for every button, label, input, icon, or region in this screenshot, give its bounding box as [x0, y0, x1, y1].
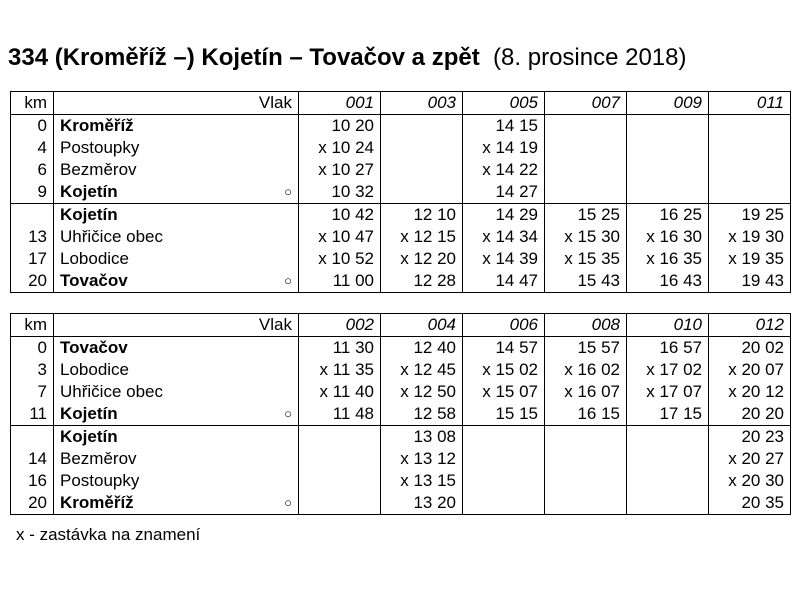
- departure-time: 19 25: [709, 204, 791, 227]
- departure-time: x 20 27: [709, 448, 791, 470]
- departure-time: x 15 02: [463, 359, 545, 381]
- departure-time: 15 25: [545, 204, 627, 227]
- departure-time: 20 20: [709, 403, 791, 426]
- departure-time: [545, 159, 627, 181]
- departure-time: [381, 115, 463, 138]
- station-name: Bezměrov: [60, 449, 137, 468]
- timetable-row: [11, 204, 791, 227]
- departure-time: [545, 426, 627, 449]
- departure-time: [381, 159, 463, 181]
- departure-time: x 14 19: [463, 137, 545, 159]
- departure-time: [627, 115, 709, 138]
- station-cell: [54, 248, 299, 270]
- train-number: 008: [545, 314, 627, 337]
- station-cell: [54, 181, 299, 204]
- departure-time: x 12 45: [381, 359, 463, 381]
- departure-time: [299, 448, 381, 470]
- train-number: 005: [463, 92, 545, 115]
- timetable-row: [11, 470, 791, 492]
- departure-time: [463, 426, 545, 449]
- timetable-row: [11, 226, 791, 248]
- departure-time: 12 10: [381, 204, 463, 227]
- km-value: 14: [11, 448, 54, 470]
- departure-time: [709, 181, 791, 204]
- departure-time: [545, 181, 627, 204]
- km-value: 9: [11, 181, 54, 204]
- station-cell: [54, 337, 299, 360]
- train-number: 009: [627, 92, 709, 115]
- timetable-row: [11, 359, 791, 381]
- station-name: Bezměrov: [60, 160, 137, 179]
- table-header-row: [11, 314, 791, 337]
- station-name: Postoupky: [60, 138, 140, 157]
- departure-time: x 10 27: [299, 159, 381, 181]
- departure-time: 10 32: [299, 181, 381, 204]
- station-cell: [54, 381, 299, 403]
- train-number: 001: [299, 92, 381, 115]
- station-name: Tovačov: [60, 271, 128, 290]
- departure-time: 12 28: [381, 270, 463, 293]
- station-cell: [54, 159, 299, 181]
- departure-time: x 16 07: [545, 381, 627, 403]
- departure-time: x 16 35: [627, 248, 709, 270]
- departure-time: x 17 02: [627, 359, 709, 381]
- ring-icon: ○: [284, 406, 292, 421]
- timetable-row: [11, 159, 791, 181]
- km-value: 6: [11, 159, 54, 181]
- departure-time: 14 27: [463, 181, 545, 204]
- ring-icon: ○: [284, 184, 292, 199]
- departure-time: x 19 30: [709, 226, 791, 248]
- departure-time: [299, 470, 381, 492]
- ring-icon: ○: [284, 273, 292, 288]
- departure-time: 14 29: [463, 204, 545, 227]
- departure-time: [463, 448, 545, 470]
- station-cell: [54, 426, 299, 449]
- station-name: Uhřičice obec: [60, 382, 163, 401]
- station-cell: [54, 470, 299, 492]
- departure-time: 10 42: [299, 204, 381, 227]
- departure-time: [545, 470, 627, 492]
- station-name: Postoupky: [60, 471, 140, 490]
- station-name: Tovačov: [60, 338, 128, 357]
- departure-time: 15 15: [463, 403, 545, 426]
- station-cell: [54, 359, 299, 381]
- timetable-row: [11, 248, 791, 270]
- km-value: [11, 426, 54, 449]
- timetable-row: [11, 492, 791, 515]
- station-cell: [54, 403, 299, 426]
- departure-time: x 12 20: [381, 248, 463, 270]
- timetable-row: [11, 448, 791, 470]
- departure-time: [545, 492, 627, 515]
- departure-time: x 11 40: [299, 381, 381, 403]
- departure-time: 14 47: [463, 270, 545, 293]
- timetable-row: [11, 115, 791, 138]
- departure-time: x 10 52: [299, 248, 381, 270]
- departure-time: x 16 30: [627, 226, 709, 248]
- ring-icon: ○: [284, 495, 292, 510]
- station-name: Kojetín: [60, 205, 118, 224]
- km-value: 0: [11, 115, 54, 138]
- station-name: Kojetín: [60, 404, 118, 423]
- train-number: 006: [463, 314, 545, 337]
- train-number: 007: [545, 92, 627, 115]
- station-name: Uhřičice obec: [60, 227, 163, 246]
- departure-time: 13 20: [381, 492, 463, 515]
- km-value: 13: [11, 226, 54, 248]
- departure-time: x 10 47: [299, 226, 381, 248]
- departure-time: 14 57: [463, 337, 545, 360]
- km-value: 17: [11, 248, 54, 270]
- departure-time: 11 30: [299, 337, 381, 360]
- departure-time: [463, 492, 545, 515]
- km-value: 4: [11, 137, 54, 159]
- station-name: Kojetín: [60, 427, 118, 446]
- train-number: 012: [709, 314, 791, 337]
- departure-time: [627, 181, 709, 204]
- station-cell: [54, 226, 299, 248]
- title-main: 334 (Kroměříž –) Kojetín – Tovačov a zpět: [8, 44, 480, 71]
- departure-time: 16 43: [627, 270, 709, 293]
- departure-time: x 12 50: [381, 381, 463, 403]
- departure-time: [545, 448, 627, 470]
- train-number: 011: [709, 92, 791, 115]
- departure-time: x 14 39: [463, 248, 545, 270]
- departure-time: x 19 35: [709, 248, 791, 270]
- departure-time: 17 15: [627, 403, 709, 426]
- table-header-row: [11, 92, 791, 115]
- departure-time: 12 40: [381, 337, 463, 360]
- departure-time: x 15 30: [545, 226, 627, 248]
- departure-time: x 20 07: [709, 359, 791, 381]
- station-name: Lobodice: [60, 360, 130, 379]
- departure-time: [709, 159, 791, 181]
- departure-time: x 12 15: [381, 226, 463, 248]
- km-value: 11: [11, 403, 54, 426]
- departure-time: [381, 137, 463, 159]
- timetable-row: [11, 381, 791, 403]
- km-header: km: [11, 92, 54, 115]
- station-cell: [54, 115, 299, 138]
- departure-time: [299, 492, 381, 515]
- station-name: Kroměříž: [60, 493, 134, 512]
- station-name: Lobodice: [60, 249, 130, 268]
- vlak-header: Vlak: [54, 92, 299, 115]
- departure-time: [709, 115, 791, 138]
- timetable-outbound: [10, 91, 791, 293]
- departure-time: [627, 470, 709, 492]
- departure-time: x 20 30: [709, 470, 791, 492]
- timetable-row: [11, 403, 791, 426]
- departure-time: 13 08: [381, 426, 463, 449]
- departure-time: [709, 137, 791, 159]
- departure-time: x 17 07: [627, 381, 709, 403]
- departure-time: x 20 12: [709, 381, 791, 403]
- timetable-row: [11, 181, 791, 204]
- departure-time: 12 58: [381, 403, 463, 426]
- departure-time: [627, 159, 709, 181]
- timetable-row: [11, 137, 791, 159]
- departure-time: x 15 35: [545, 248, 627, 270]
- timetable-row: [11, 270, 791, 293]
- departure-time: 11 48: [299, 403, 381, 426]
- departure-time: x 14 34: [463, 226, 545, 248]
- departure-time: x 13 15: [381, 470, 463, 492]
- km-value: 7: [11, 381, 54, 403]
- departure-time: [299, 426, 381, 449]
- departure-time: x 11 35: [299, 359, 381, 381]
- timetable-return: [10, 313, 791, 515]
- departure-time: [627, 492, 709, 515]
- station-cell: [54, 492, 299, 515]
- departure-time: 20 23: [709, 426, 791, 449]
- departure-time: 20 35: [709, 492, 791, 515]
- footnote: x - zastávka na znamení: [16, 525, 201, 544]
- departure-time: 16 15: [545, 403, 627, 426]
- station-cell: [54, 137, 299, 159]
- train-number: 010: [627, 314, 709, 337]
- departure-time: [545, 115, 627, 138]
- km-value: [11, 204, 54, 227]
- departure-time: [463, 470, 545, 492]
- departure-time: x 13 12: [381, 448, 463, 470]
- km-value: 16: [11, 470, 54, 492]
- train-number: 003: [381, 92, 463, 115]
- km-value: 20: [11, 492, 54, 515]
- station-cell: [54, 204, 299, 227]
- station-name: Kroměříž: [60, 116, 134, 135]
- departure-time: 11 00: [299, 270, 381, 293]
- departure-time: x 16 02: [545, 359, 627, 381]
- departure-time: 15 43: [545, 270, 627, 293]
- departure-time: x 10 24: [299, 137, 381, 159]
- km-value: 20: [11, 270, 54, 293]
- km-value: 0: [11, 337, 54, 360]
- train-number: 004: [381, 314, 463, 337]
- departure-time: 15 57: [545, 337, 627, 360]
- departure-time: x 14 22: [463, 159, 545, 181]
- station-name: Kojetín: [60, 182, 118, 201]
- page-title: [8, 44, 687, 72]
- timetable-row: [11, 337, 791, 360]
- departure-time: 19 43: [709, 270, 791, 293]
- departure-time: 16 25: [627, 204, 709, 227]
- departure-time: [545, 137, 627, 159]
- departure-time: [627, 137, 709, 159]
- departure-time: [381, 181, 463, 204]
- departure-time: 14 15: [463, 115, 545, 138]
- timetable-row: [11, 426, 791, 449]
- departure-time: x 15 07: [463, 381, 545, 403]
- title-date: (8. prosince 2018): [493, 44, 687, 71]
- station-cell: [54, 270, 299, 293]
- train-number: 002: [299, 314, 381, 337]
- departure-time: 20 02: [709, 337, 791, 360]
- vlak-header: Vlak: [54, 314, 299, 337]
- km-value: 3: [11, 359, 54, 381]
- departure-time: 16 57: [627, 337, 709, 360]
- km-header: km: [11, 314, 54, 337]
- departure-time: 10 20: [299, 115, 381, 138]
- departure-time: [627, 426, 709, 449]
- departure-time: [627, 448, 709, 470]
- station-cell: [54, 448, 299, 470]
